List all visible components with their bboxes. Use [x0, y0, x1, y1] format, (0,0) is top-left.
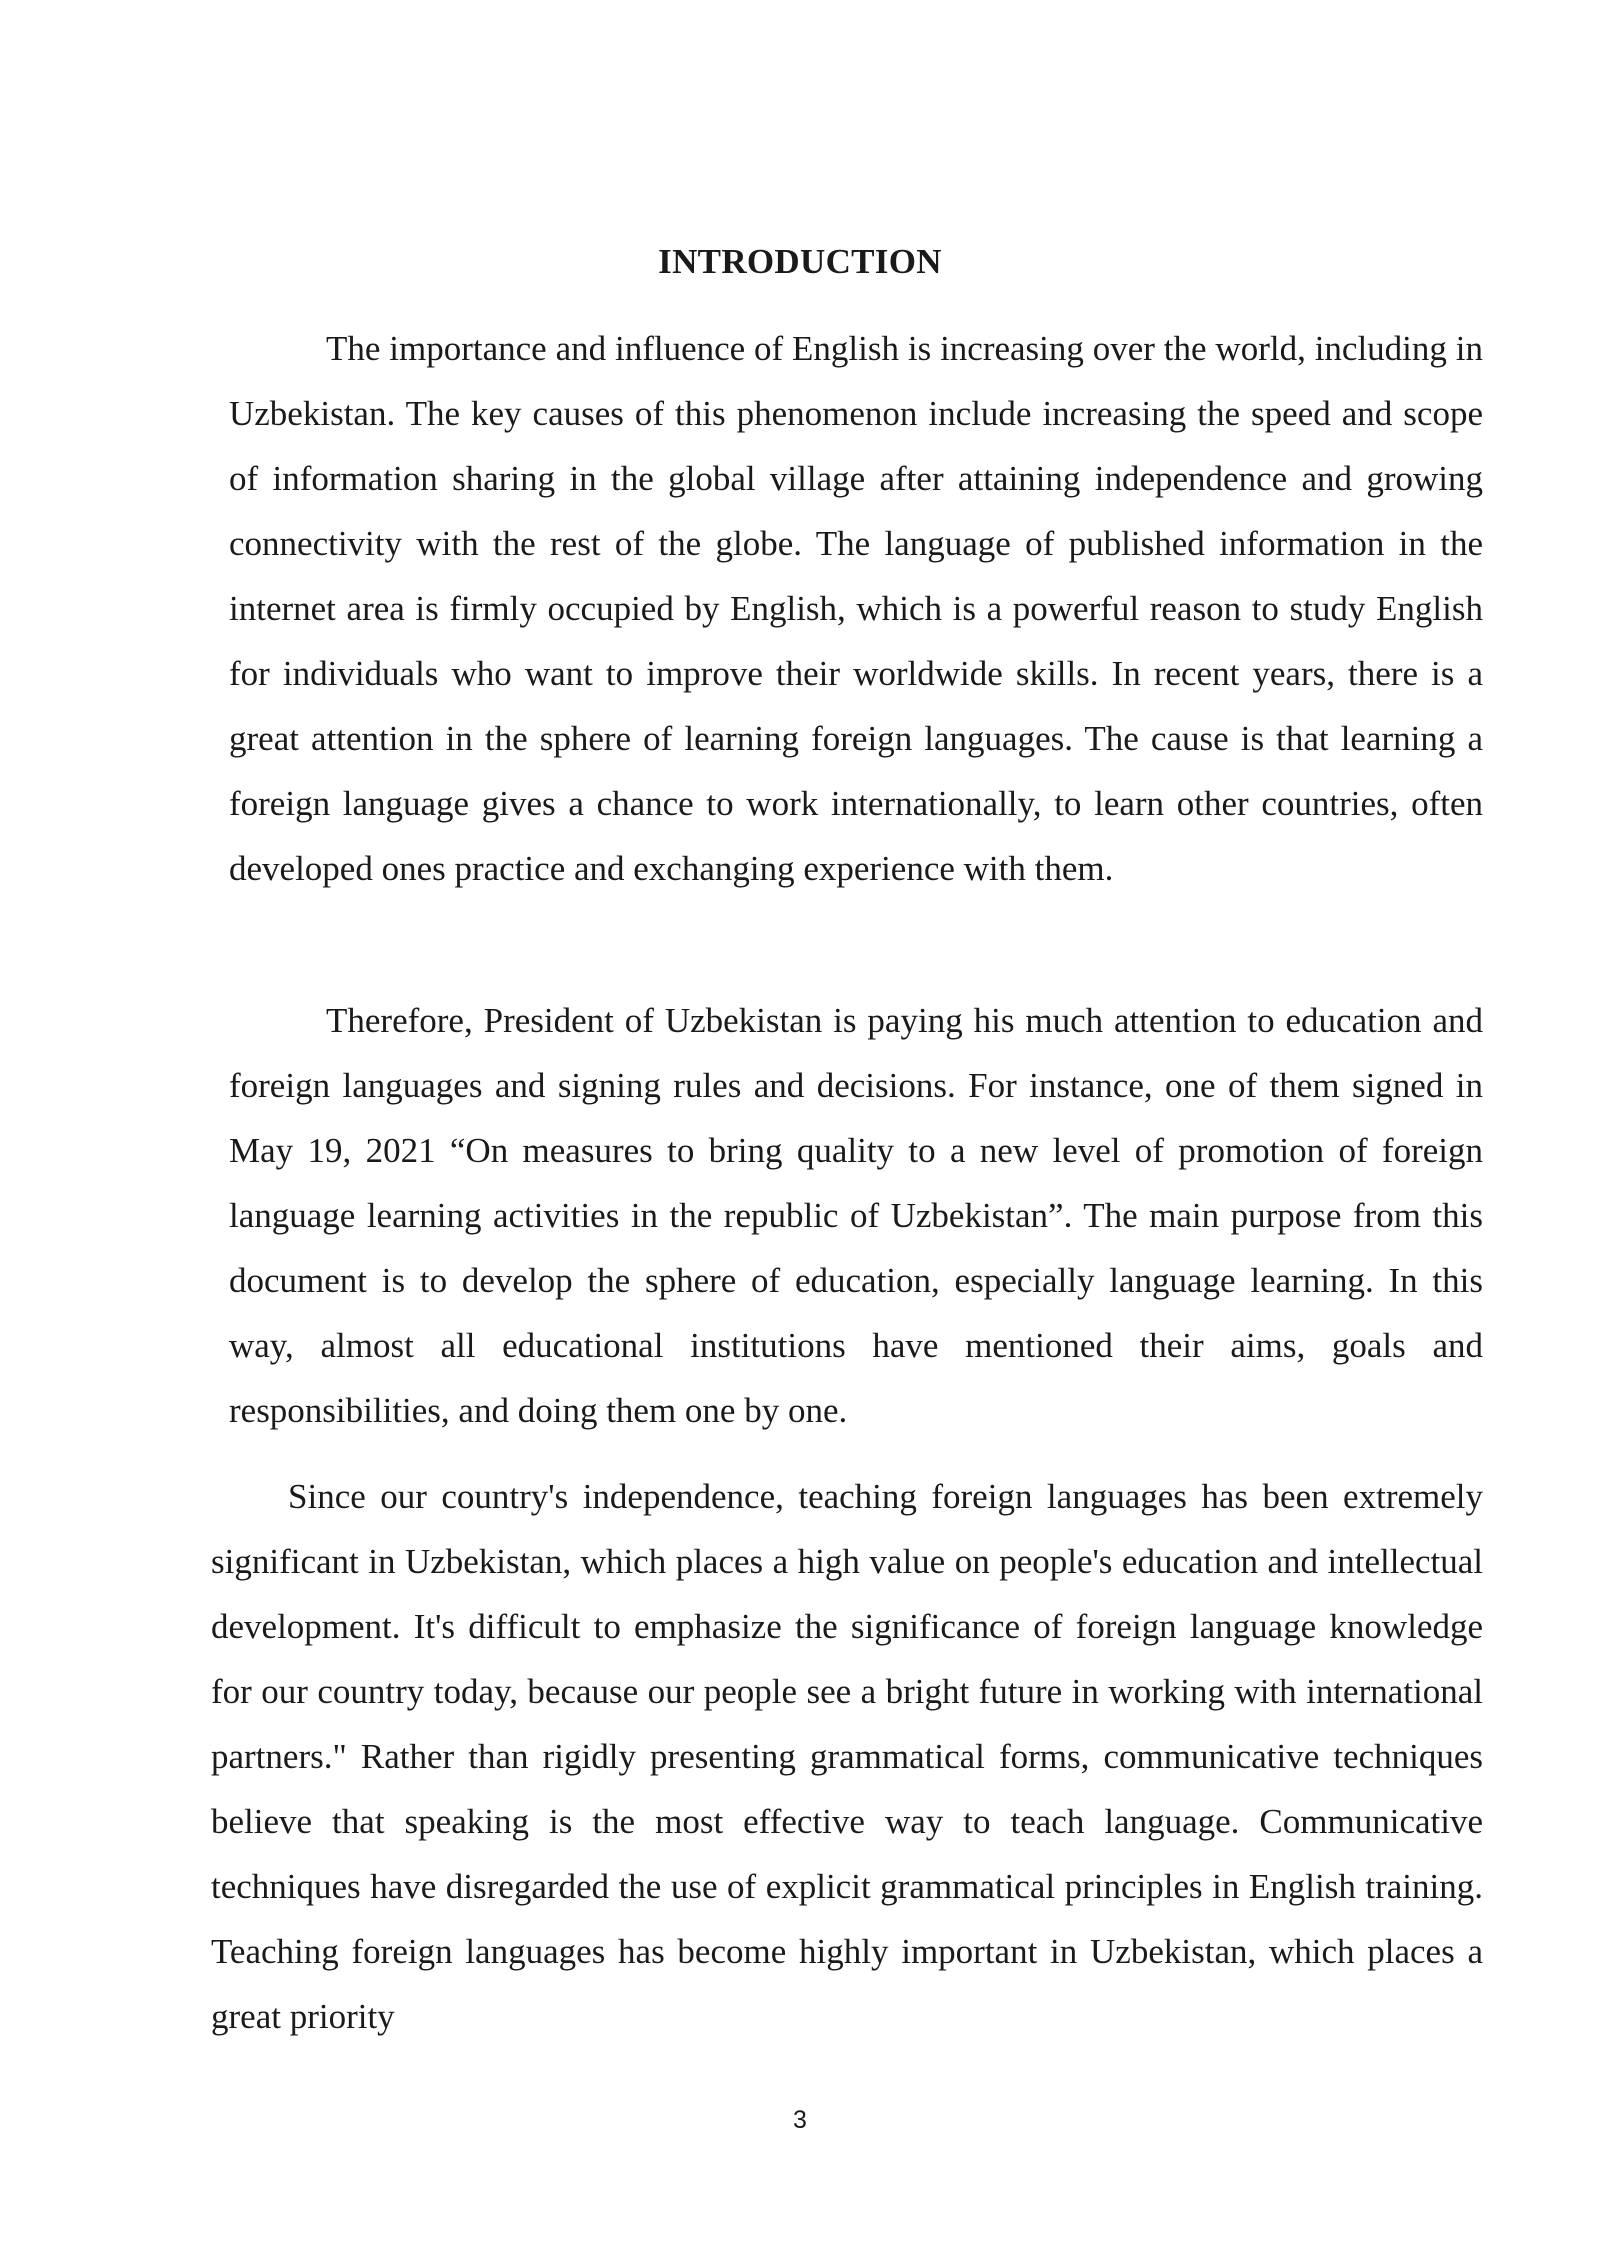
paragraph-1: The importance and influence of English is increasing over the world, including in Uzbekistan. The key causes of this phenomenon include increasing the speed and scope of information sharing in the global village after attaining independence and growing connectivity with the rest of the globe. The language of published information in the internet area is firmly occupied by English, which is a powerful reason to study English for individuals who want to improve their worldwide skills. In recent years, there is a great attention in the sphere of learning foreign languages. The cause is that learning a foreign language gives a chance to work internationally, to learn other countries, often developed ones practice and exchanging experience with them. — [229, 329, 1483, 888]
section-heading: INTRODUCTION — [658, 242, 942, 281]
page-number: 3 — [793, 2106, 807, 2134]
paragraph-2: Therefore, President of Uzbekistan is paying his much attention to education and foreign languages and signing rules and decisions. For instance, one of them signed in May 19, 2021 “On measures to bring quality to a new level of promotion of foreign language learning activities in the republic of Uzbekistan”. The main purpose from this document is to develop the sphere of education, especially language learning. In this way, almost all educational institutions have mentioned their aims, goals and responsibilities, and doing them one by one. — [229, 1001, 1483, 1430]
paragraph-3: Since our country's independence, teaching foreign languages has been extremely significant in Uzbekistan, which places a high value on people's education and intellectual development. It's difficult to emphasize the significance of foreign language knowledge for our country today, because our people see a bright future in working with international partners." Rather than rigidly presenting grammatical forms, communicative techniques believe that speaking is the most effective way to teach language. Communicative techniques have disregarded the use of explicit grammatical principles in English training. Teaching foreign languages has become highly important in Uzbekistan, which places a great priority — [211, 1477, 1483, 2036]
